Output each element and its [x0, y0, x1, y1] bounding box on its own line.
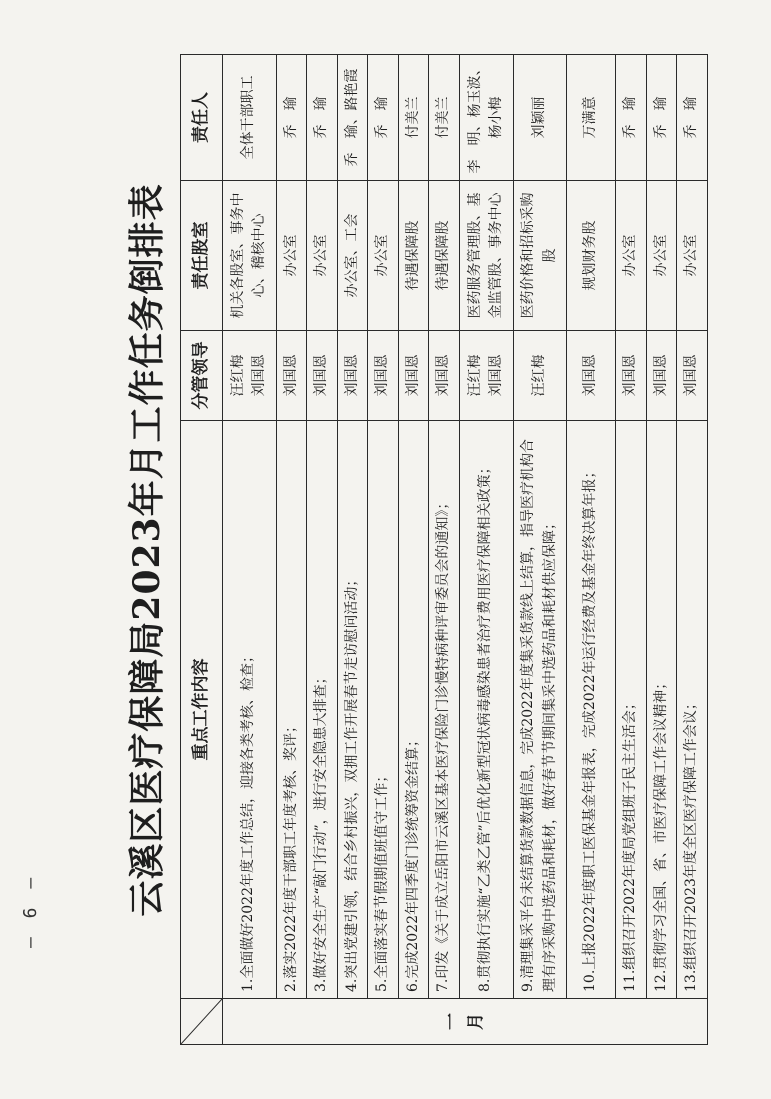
task-dept: 规划财务股 [567, 181, 616, 331]
task-person: 乔 瑜 [307, 55, 338, 181]
header-leader: 分管领导 [181, 331, 223, 421]
table-row [646, 55, 677, 1045]
task-leader: 刘国恩 [429, 331, 460, 421]
table-row [429, 55, 460, 1045]
task-leader: 刘国恩 [646, 331, 677, 421]
task-content: 6.完成2022年四季度门诊统筹资金结算； [398, 421, 429, 999]
task-person: 万满意 [567, 55, 616, 181]
task-dept: 办公室 [616, 181, 647, 331]
task-dept: 办公室、工会 [337, 181, 368, 331]
task-person: 李 明、杨玉波、杨小梅 [459, 55, 513, 181]
task-leader: 刘国恩 [398, 331, 429, 421]
task-dept: 办公室 [646, 181, 677, 331]
table-row [567, 55, 616, 1045]
task-content: 13.组织召开2023年度全区医疗保障工作会议； [677, 421, 708, 999]
task-dept: 机关各股室、事务中心、稽核中心 [223, 181, 277, 331]
header-dept: 责任股室 [181, 181, 223, 331]
task-leader: 汪红梅 [513, 331, 567, 421]
task-dept: 待遇保障股 [398, 181, 429, 331]
corner-cell [181, 999, 223, 1045]
task-leader: 刘国恩 [677, 331, 708, 421]
task-leader: 刘国恩 [368, 331, 399, 421]
task-dept: 办公室 [368, 181, 399, 331]
task-leader: 汪红梅 刘国恩 [459, 331, 513, 421]
table-row [459, 55, 513, 1045]
task-person: 乔 瑜 [646, 55, 677, 181]
task-dept: 医药价格和招标采购股 [513, 181, 567, 331]
table-row [513, 55, 567, 1045]
task-content: 4.突出党建引领，结合乡村振兴，双拥工作开展春节走访慰问活动； [337, 421, 368, 999]
table-row [307, 55, 338, 1045]
task-content: 10.上报2022年度职工医保基金年报表，完成2022年运行经费及基金年终决算年报； [567, 421, 616, 999]
task-leader: 刘国恩 [567, 331, 616, 421]
task-leader: 刘国恩 [276, 331, 307, 421]
task-leader: 刘国恩 [337, 331, 368, 421]
table-row [337, 55, 368, 1045]
month-char: 月 [466, 1013, 486, 1030]
header-person: 责任人 [181, 55, 223, 181]
table-row [677, 55, 708, 1045]
task-dept: 医药服务管理股、基金监管股、事务中心 [459, 181, 513, 331]
task-table-body [223, 55, 708, 1045]
task-person: 付美兰 [398, 55, 429, 181]
task-person: 乔 瑜 [677, 55, 708, 181]
task-content: 1.全面做好2022年度工作总结，迎接各类考核、检查； [223, 421, 277, 999]
task-content: 3.做好安全生产“敲门行动”，进行安全隐患大排查； [307, 421, 338, 999]
task-content: 8.贯彻执行实施“乙类乙管”后优化新型冠状病毒感染患者治疗费用医疗保障相关政策； [459, 421, 513, 999]
task-content: 12.贯彻学习全国、省、市医疗保障工作会议精神； [646, 421, 677, 999]
table-header-row [181, 55, 223, 1045]
task-content: 2.落实2022年度干部职工年度考核、奖评； [276, 421, 307, 999]
rotated-document [118, 55, 708, 1045]
task-content: 11.组织召开2022年度局党组班子民主生活会； [616, 421, 647, 999]
table-row [223, 55, 277, 1045]
task-person: 全体干部职工 [223, 55, 277, 181]
task-content: 9.清理集采平台未结算货款数据信息，完成2022年度集采货款线上结算，指导医疗机构合理有序采购中选药品和耗材，做好春节节期间集采中选药品和耗材供应保障； [513, 421, 567, 999]
table-row [616, 55, 647, 1045]
task-leader: 刘国恩 [307, 331, 338, 421]
table-row [276, 55, 307, 1045]
header-content: 重点工作内容 [181, 421, 223, 999]
diagonal-line [181, 999, 222, 1044]
table-row [368, 55, 399, 1045]
task-person: 乔 瑜 [616, 55, 647, 181]
task-content: 7.印发《关于成立岳阳市云溪区基本医疗保险门诊慢特病种评审委员会的通知》； [429, 421, 460, 999]
task-table [180, 54, 708, 1045]
task-leader: 汪红梅 刘国恩 [223, 331, 277, 421]
task-dept: 办公室 [307, 181, 338, 331]
task-person: 刘颖丽 [513, 55, 567, 181]
task-dept: 待遇保障股 [429, 181, 460, 331]
task-content: 5.全面落实春节假期值班值守工作； [368, 421, 399, 999]
document-title: 云溪区医疗保障局2023年月工作任务倒排表 [126, 183, 168, 917]
task-person: 乔 瑜 [368, 55, 399, 181]
month-cell [223, 999, 708, 1045]
table-row [398, 55, 429, 1045]
task-dept: 办公室 [276, 181, 307, 331]
page-number: — 6 — [20, 873, 41, 948]
task-leader: 刘国恩 [616, 331, 647, 421]
task-person: 乔 瑜、路艳霞 [337, 55, 368, 181]
task-person: 付美兰 [429, 55, 460, 181]
task-dept: 办公室 [677, 181, 708, 331]
task-person: 乔 瑜 [276, 55, 307, 181]
month-char: 一 [442, 1013, 463, 1030]
